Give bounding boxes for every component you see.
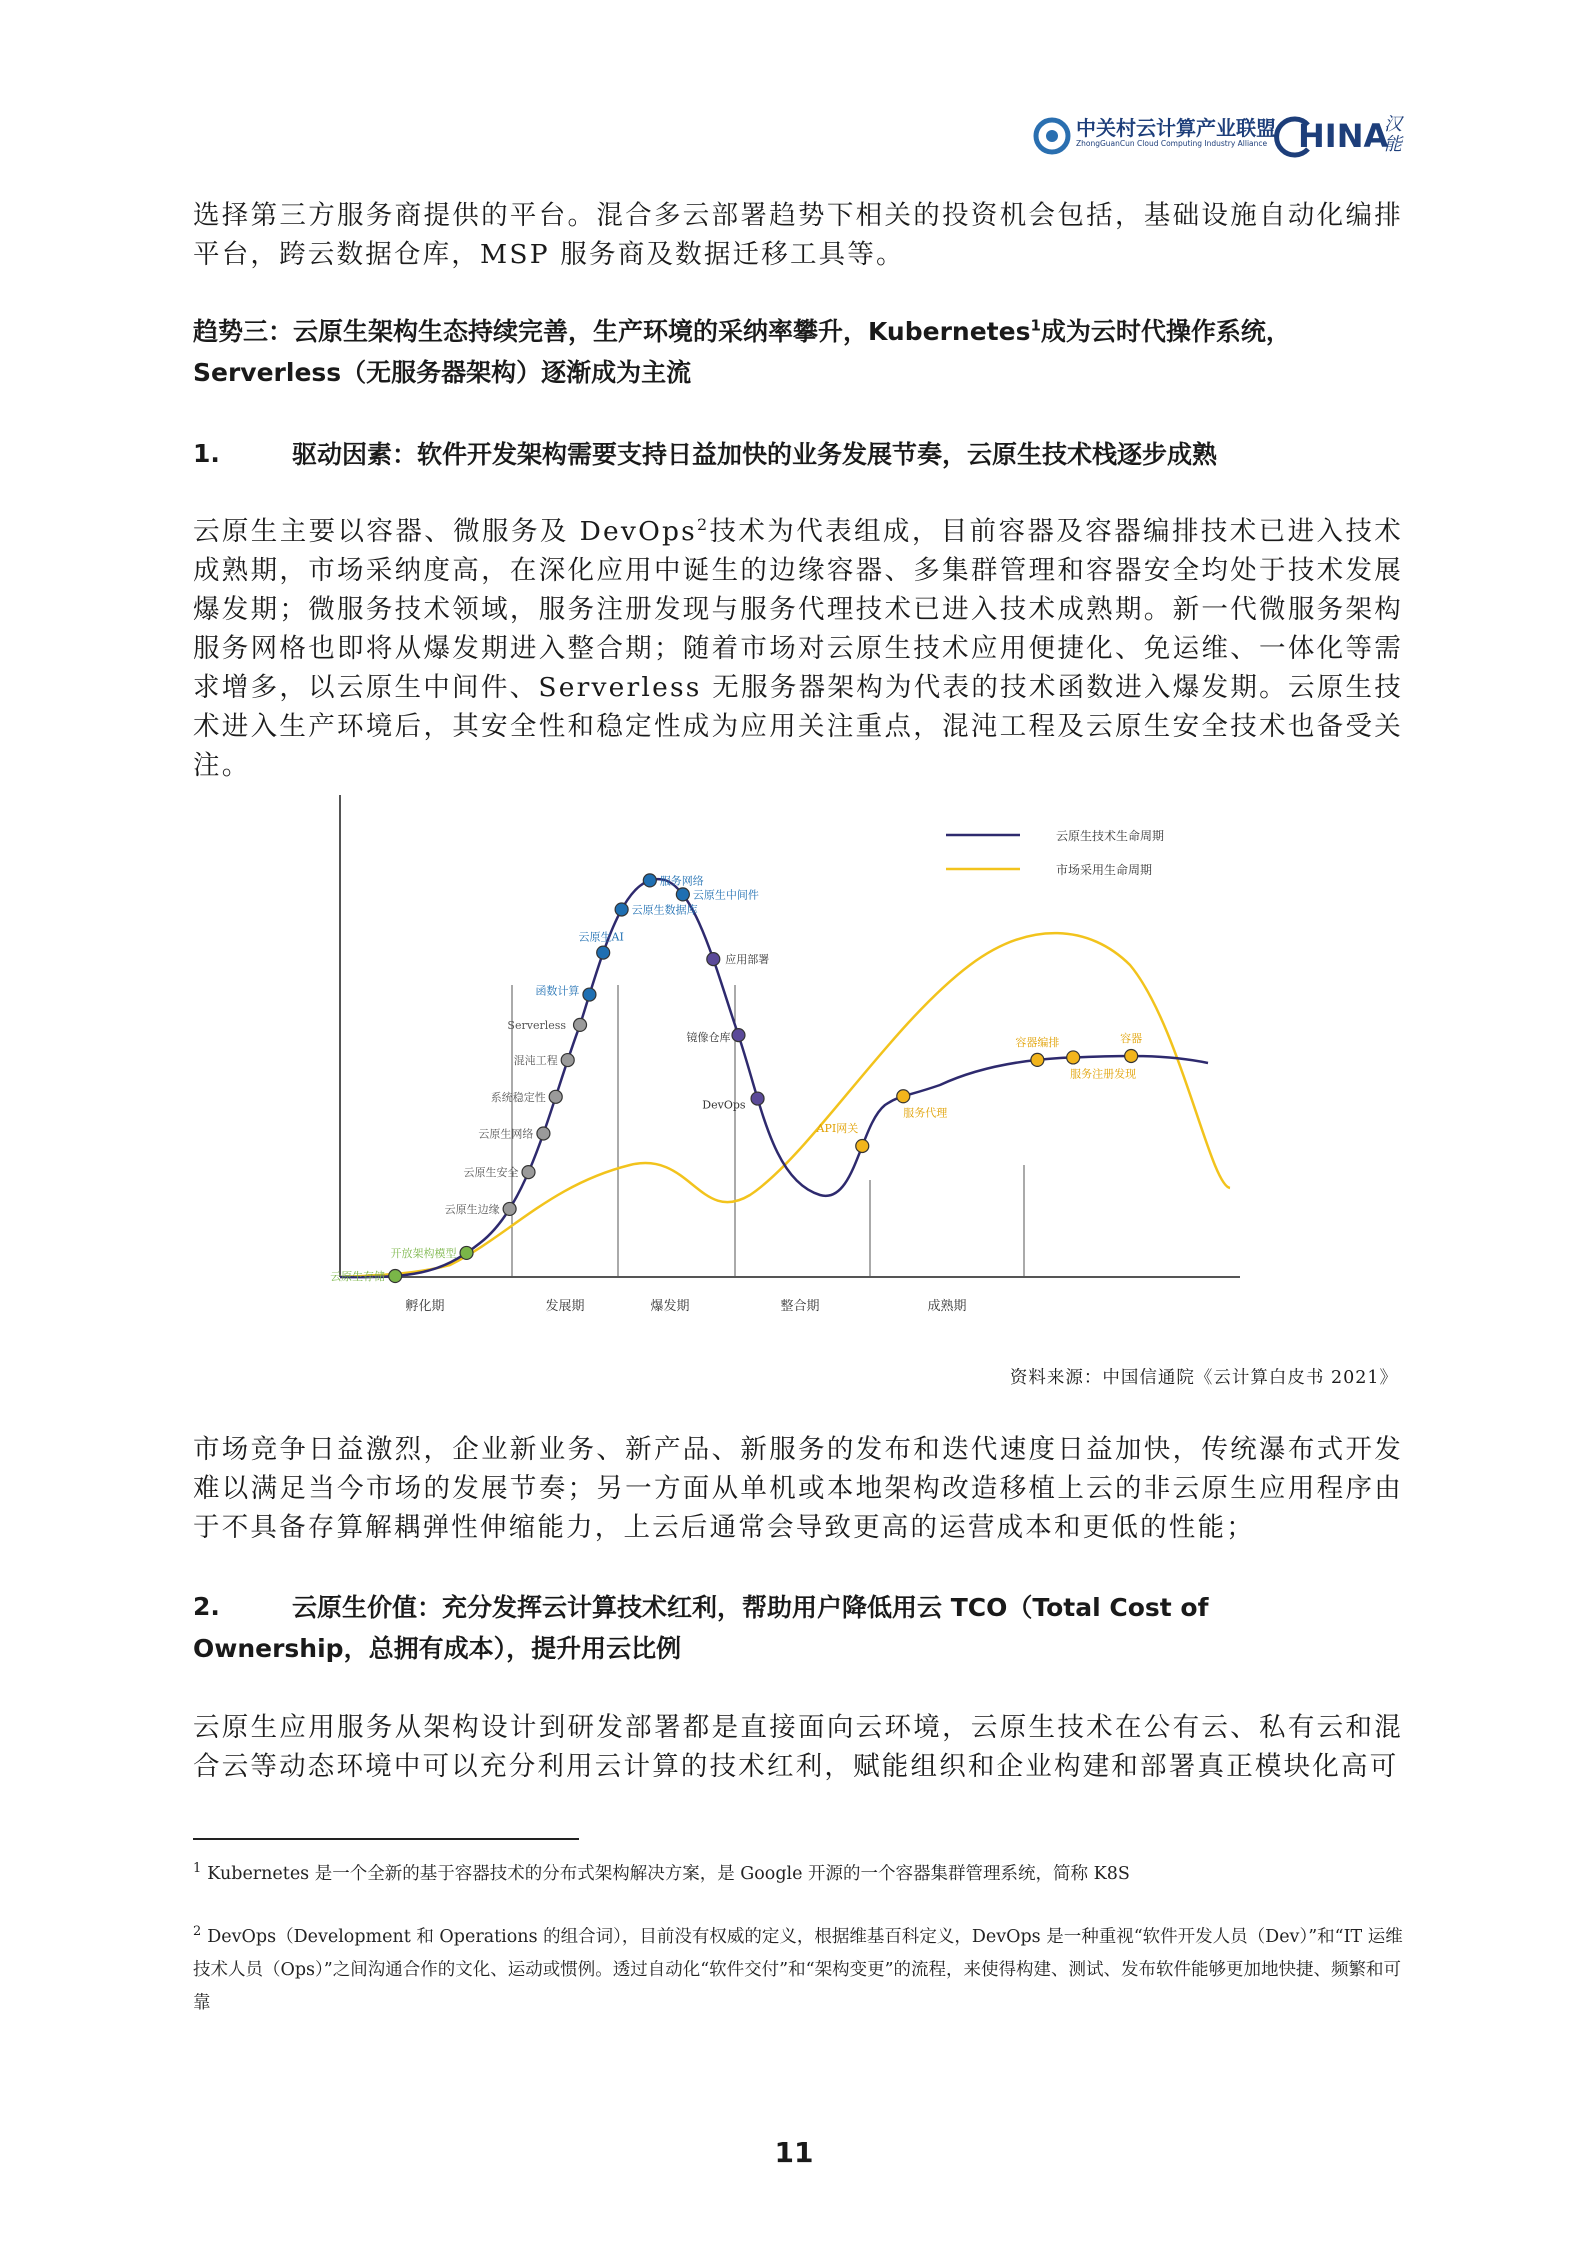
trend3-title-before: 趋势三：云原生架构生态持续完善，生产环境的采纳率攀升，Kubernetes: [193, 317, 1031, 346]
phase-label: 发展期: [545, 1299, 585, 1314]
trend3-title-after: 成为云时代操作系统，: [1040, 317, 1291, 346]
section1-title: 驱动因素：软件开发架构需要支持日益加快的业务发展节奏，云原生技术栈逐步成熟: [292, 440, 1218, 469]
lifecycle-point-label: 云原生存储: [330, 1270, 386, 1284]
lifecycle-point-marker: [522, 1166, 535, 1179]
lifecycle-point-marker: [503, 1202, 516, 1215]
lifecycle-point-marker: [732, 1029, 745, 1042]
legend-label-market: 市场采用生命周期: [1056, 863, 1153, 877]
phase-label: 成熟期: [927, 1299, 967, 1314]
alliance-name-cn: 中关村云计算产业联盟: [1076, 116, 1276, 140]
lifecycle-point-label: 云原生数据库: [631, 903, 698, 917]
lifecycle-point-marker: [615, 903, 628, 916]
lifecycle-point-marker: [1031, 1053, 1044, 1066]
footnote-text: DevOps（Development 和 Operations 的组合词），目前没有权威的定义，根据维基百科定义，DevOps 是一种重视“软件开发人员（Dev）”和“IT 运维技术人员（Ops）”之间沟通合作的文化、运动或惯例。透过自动化“软件交付”和“架构变更”的流程，来使得构建、测试、发布软件能够更加地快捷、频繁和可靠: [193, 1926, 1403, 2013]
lifecycle-point-marker: [561, 1054, 574, 1067]
section2-title-line1: 云原生价值：充分发挥云计算技术红利，帮助用户降低用云 TCO（Total Cost of: [292, 1593, 1209, 1622]
alliance-name-en: ZhongGuanCun Cloud Computing Industry Alliance: [1076, 139, 1268, 148]
lifecycle-point-marker: [460, 1246, 473, 1259]
lifecycle-point-marker: [583, 988, 596, 1001]
lifecycle-point-label: 服务代理: [903, 1106, 948, 1120]
footnote-mark: 2: [193, 1924, 202, 1939]
lifecycle-point-marker: [856, 1139, 869, 1152]
lifecycle-point-marker: [676, 888, 689, 901]
chart-source: 资料来源：中国信通院《云计算白皮书 2021》: [1009, 1368, 1398, 1388]
footnote-mark: 1: [193, 1861, 202, 1876]
lifecycle-point-label: API网关: [816, 1121, 859, 1135]
lifecycle-point-marker: [597, 946, 610, 959]
lifecycle-point-label: 混沌工程: [513, 1054, 558, 1068]
lifecycle-point-label: 函数计算: [535, 984, 580, 998]
trend3-title-line2: Serverless（无服务器架构）逐渐成为主流: [193, 358, 692, 387]
lifecycle-point-label: 云原生AI: [578, 930, 624, 944]
footnote-1: [193, 1852, 1403, 1891]
footnote-text: Kubernetes 是一个全新的基于容器技术的分布式架构解决方案，是 Google 开源的一个容器集群管理系统，简称 K8S: [207, 1863, 1130, 1884]
lifecycle-point-label: 容器编排: [1015, 1035, 1060, 1049]
legend: [946, 828, 1164, 877]
lifecycle-point-label: 系统稳定性: [490, 1090, 546, 1104]
lifecycle-point-marker: [643, 874, 656, 887]
phase-label: 整合期: [780, 1299, 820, 1314]
lifecycle-point-marker: [707, 953, 720, 966]
market-lifecycle-curve: [340, 933, 1230, 1277]
lifecycle-point-marker: [389, 1270, 402, 1283]
lifecycle-point-marker: [574, 1018, 587, 1031]
footnote-ref-2[interactable]: 2: [696, 515, 710, 535]
lifecycle-point-label: 开放架构模型: [390, 1246, 457, 1260]
lifecycle-point-label: 服务注册发现: [1070, 1067, 1137, 1081]
lifecycle-chart: [330, 795, 1280, 1325]
phase-label: 爆发期: [650, 1299, 690, 1314]
section2-number: 2.: [193, 1592, 220, 1621]
lifecycle-point-marker: [1067, 1051, 1080, 1064]
lifecycle-point-label: 镜像仓库: [686, 1031, 731, 1045]
lifecycle-point-marker: [1125, 1049, 1138, 1062]
intro-paragraph: 选择第三方服务商提供的平台。混合多云部署趋势下相关的投资机会包括，基础设施自动化编排平台，跨云数据仓库，MSP 服务商及数据迁移工具等。: [193, 200, 1403, 270]
lifecycle-point-label: 云原生网络: [478, 1127, 534, 1141]
phase-label: 孵化期: [405, 1299, 445, 1314]
section2-title-line2: Ownership，总拥有成本），提升用云比例: [193, 1634, 682, 1663]
footnote-ref-1[interactable]: 1: [1030, 316, 1041, 335]
footnote-divider: [193, 1838, 579, 1840]
lifecycle-point-label: Serverless: [507, 1018, 567, 1032]
section1-number: 1.: [193, 439, 220, 468]
section2-paragraph: 云原生应用服务从架构设计到研发部署都是直接面向云环境，云原生技术在公有云、私有云和混合云等动态环境中可以充分利用云计算的技术红利，赋能组织和企业构建和部署真正模块化高可: [193, 1712, 1403, 1782]
section1-para-after: 技术为代表组成，目前容器及容器编排技术已进入技术成熟期，市场采纳度高，在深化应用中诞生的边缘容器、多集群管理和容器安全均处于技术发展爆发期；微服务技术领域，服务注册发现与服务代理技术已进入技术成熟期。新一代微服务架构服务网格也即将从爆发期进入整合期；随着市场对云原生技术应用便捷化、免运维、一体化等需求增多，以云原生中间件、Serverless 无服务器架构为代表的技术函数进入爆发期。云原生技术进入生产环境后，其安全性和稳定性成为应用关注重点，混沌工程及云原生安全技术也备受关注。: [193, 516, 1403, 781]
market-paragraph: 市场竞争日益激烈，企业新业务、新产品、新服务的发布和迭代速度日益加快，传统瀑布式开发难以满足当今市场的发展节奏；另一方面从单机或本地架构改造移植上云的非云原生应用程序由于不具备存算解耦弹性伸缩能力，上云后通常会导致更高的运营成本和更低的性能；: [193, 1434, 1403, 1543]
footnote-2: [193, 1915, 1403, 2020]
section1-paragraph: [193, 512, 1403, 785]
lifecycle-point-marker: [897, 1090, 910, 1103]
lifecycle-point-label: 容器: [1120, 1031, 1143, 1045]
lifecycle-point-label: 云原生安全: [463, 1166, 519, 1180]
lifecycle-point-marker: [751, 1092, 764, 1105]
lifecycle-point-marker: [549, 1090, 562, 1103]
page-number: 11: [774, 2136, 814, 2169]
china-logo-glyph: 汉能: [1384, 114, 1402, 155]
china-logo-text: HINA: [1298, 117, 1389, 155]
section1-para-before: 云原生主要以容器、微服务及 DevOps: [193, 516, 697, 547]
lifecycle-point-label: 服务网络: [659, 874, 704, 888]
lifecycle-point-label: DevOps: [702, 1098, 746, 1112]
lifecycle-point-label: 应用部署: [725, 953, 770, 967]
legend-label-tech: 云原生技术生命周期: [1056, 829, 1165, 843]
trend3-heading: [193, 311, 1413, 393]
lifecycle-point-marker: [537, 1127, 550, 1140]
lifecycle-point-label: 云原生边缘: [444, 1202, 500, 1216]
lifecycle-point-label: 云原生中间件: [692, 888, 759, 902]
